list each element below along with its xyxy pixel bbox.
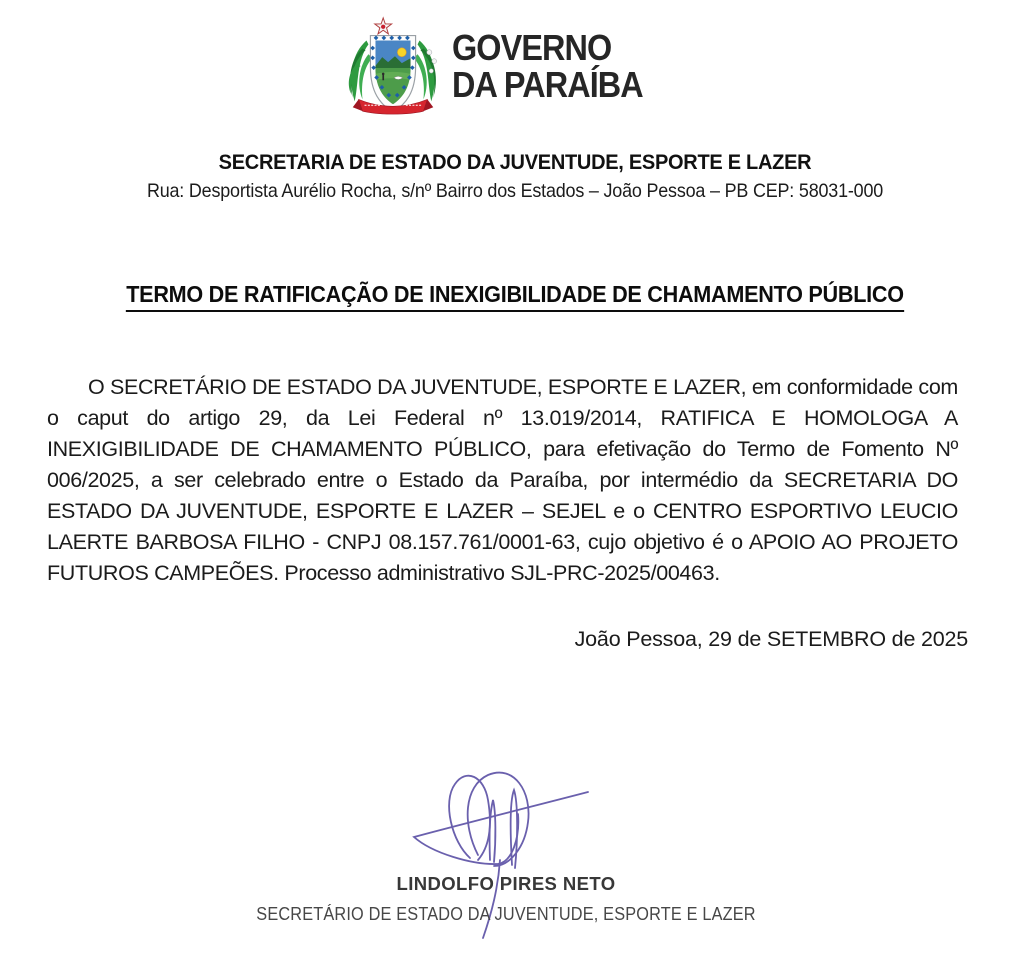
signer-role: SECRETÁRIO DE ESTADO DA JUVENTUDE, ESPORTE E LAZER <box>256 903 756 924</box>
left-branch <box>349 40 373 101</box>
signature-stroke <box>483 860 500 938</box>
signature-stroke <box>490 800 496 862</box>
wordmark-line2: DA PARAÍBA <box>452 64 643 105</box>
signer-name: LINDOLFO PIRES NETO <box>396 873 616 894</box>
document-title <box>41 281 989 312</box>
wordmark-line1: GOVERNO <box>452 27 612 68</box>
signature-stroke <box>468 773 529 866</box>
right-branch <box>414 40 437 101</box>
government-wordmark <box>452 29 643 103</box>
signature-stroke <box>414 792 588 864</box>
body-paragraph: O SECRETÁRIO DE ESTADO DA JUVENTUDE, ESPORTE E LAZER, em conformidade com o caput do artigo 29, da Lei Federal nº 13.019/2014, RATIFICA E HOMOLOGA A INEXIGIBILIDADE DE CHAMAMENTO PÚBLICO, para efetivação do Termo de Fomento Nº 006/2025, a ser celebrado entre o Estado da Paraíba, por intermédio da SECRETARIA DO ESTADO DA JUVENTUDE, ESPORTE E LAZER – SEJEL e o CENTRO ESPORTIVO LEUCIO LAERTE BARBOSA FILHO - CNPJ 08.157.761/0001-63, cujo objetivo é o APOIO AO PROJETO FUTUROS CAMPEÕES. Processo administrativo SJL-PRC-2025/00463. <box>47 375 958 585</box>
letterhead-address: Rua: Desportista Aurélio Rocha, s/nº Bairro dos Estados – João Pessoa – PB CEP: 58031-000 <box>146 180 884 202</box>
paraiba-coat-of-arms-icon <box>339 13 447 121</box>
letterhead-org-name: SECRETARIA DE ESTADO DA JUVENTUDE, ESPORTE E LAZER <box>218 150 812 174</box>
date-line: João Pessoa, 29 de SETEMBRO de 2025 <box>574 627 968 651</box>
document-title-text: TERMO DE RATIFICAÇÃO DE INEXIGIBILIDADE DE CHAMAMENTO PÚBLICO <box>126 281 904 312</box>
